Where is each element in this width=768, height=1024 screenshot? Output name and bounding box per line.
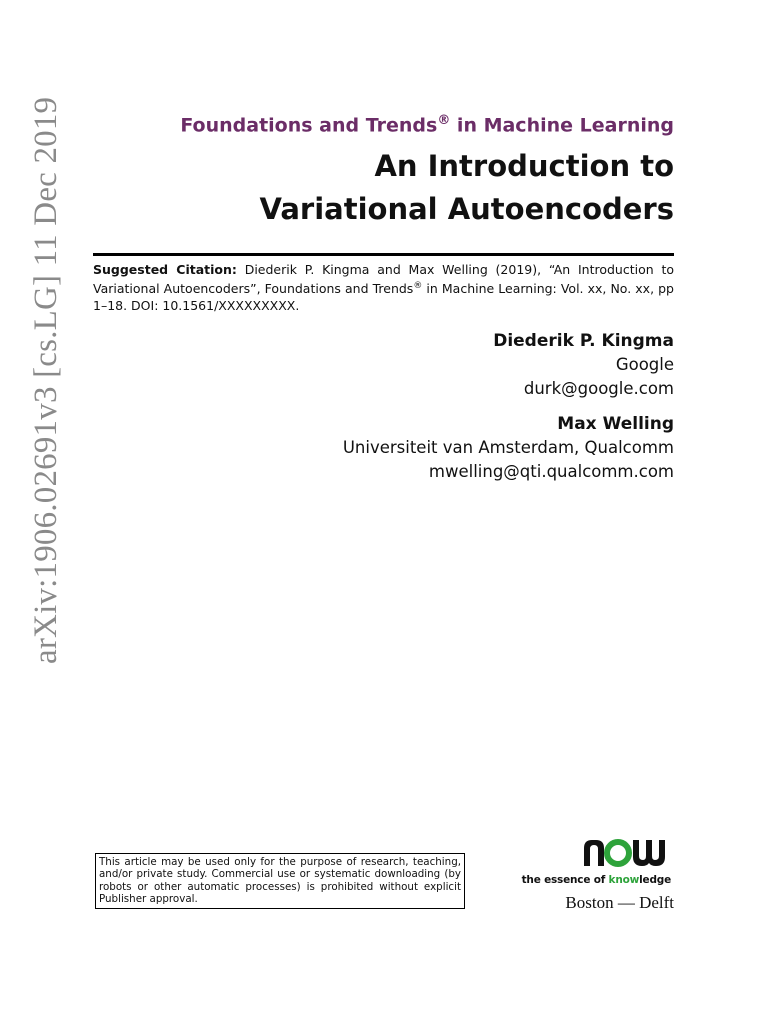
author-email[interactable]: mwelling@qti.qualcomm.com <box>428 462 674 481</box>
suggested-citation <box>93 261 674 314</box>
journal-name-prefix: Foundations and Trends <box>180 114 438 137</box>
registered-mark: ® <box>437 113 451 128</box>
citation-label: Suggested Citation: <box>93 262 237 277</box>
tagline-highlight: know <box>608 874 640 886</box>
logo-letter-o <box>607 842 629 864</box>
publisher-location: Boston — Delft <box>565 893 674 912</box>
tagline-part-1: the essence of <box>521 874 609 886</box>
author-block-kingma <box>493 329 674 401</box>
journal-name-suffix: in Machine Learning <box>450 114 674 137</box>
journal-name <box>180 113 674 136</box>
author-affiliation: Universiteit van Amsterdam, Qualcomm <box>342 438 674 457</box>
publisher-tagline <box>522 874 671 886</box>
author-affiliation: Google <box>615 355 674 374</box>
citation-registered-mark: ® <box>413 281 423 291</box>
tagline-part-2: ledge <box>639 874 671 886</box>
usage-notice-box: This article may be used only for the purpose of research, teaching, and/or private study. Commercial use or systematic downloading (by robots or other automatic processes) is prohibited without explicit Publisher approval. <box>95 853 465 909</box>
author-block-welling <box>343 412 674 484</box>
citation-text-part-1: Diederik P. Kingma and Max Welling (2019), “An Introduction to Variational Autoencoders”, Foundations and Trends <box>93 262 675 297</box>
arxiv-identifier-stamp: arXiv:1906.02691v3 [cs.LG] 11 Dec 2019 <box>28 96 64 664</box>
paper-title-line-1: An Introduction to <box>374 149 674 183</box>
logo-letter-w <box>633 840 665 866</box>
author-email[interactable]: durk@google.com <box>523 379 674 398</box>
citation-text-part-2: in Machine Learning: Vol. xx, No. xx, pp 1–18. DOI: 10.1561/XXXXXXXXX. <box>93 281 674 314</box>
author-name: Diederik P. Kingma <box>493 331 674 351</box>
paper-title-line-2: Variational Autoencoders <box>259 192 674 226</box>
paper-title <box>259 145 674 231</box>
title-rule-divider <box>93 253 674 256</box>
author-name: Max Welling <box>557 414 674 434</box>
logo-letter-n <box>584 840 604 866</box>
